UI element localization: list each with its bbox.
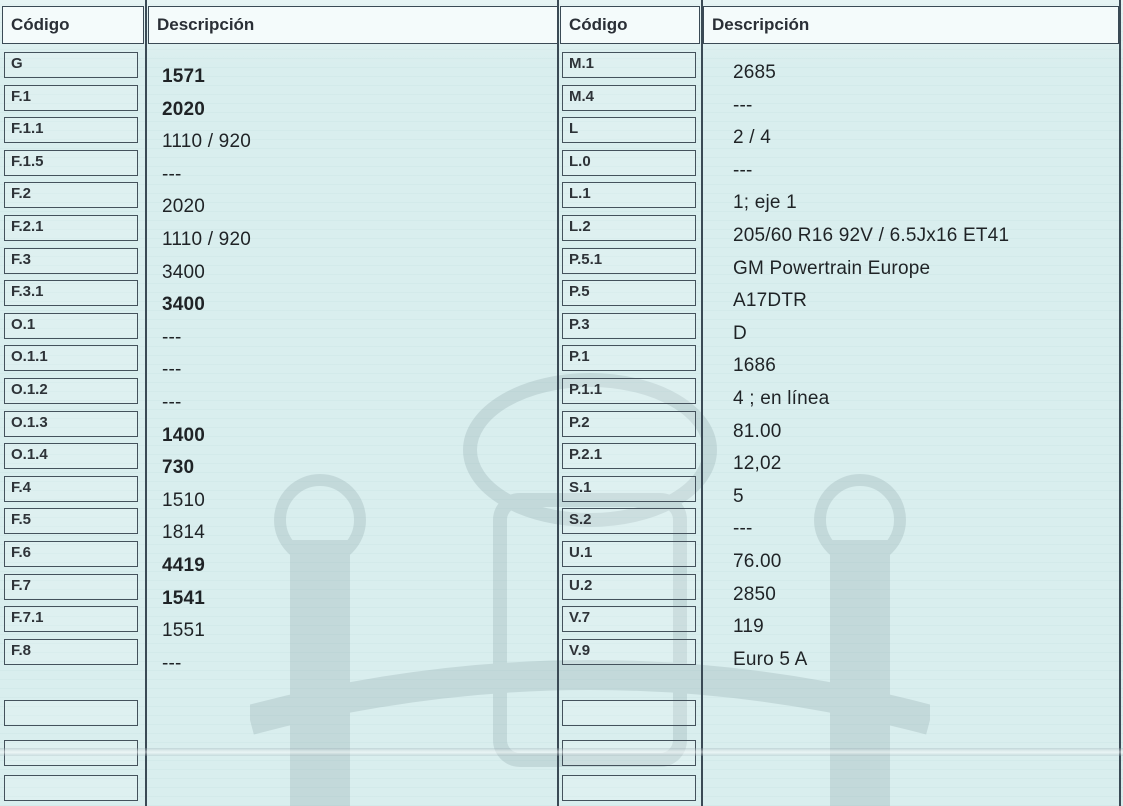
right-code-cell: P.2.1 [562,443,696,469]
left-code-cell: G [4,52,138,78]
left-code-cell: F.1.1 [4,117,138,143]
left-description-value: 2020 [162,196,206,218]
left-description-value: 2020 [162,98,206,120]
left-code-cell: F.1 [4,85,138,111]
left-description-value: 1400 [162,424,206,446]
right-description-value: 4 ; en línea [733,388,830,409]
right-description-value: 12,02 [733,453,782,475]
left-code-cell: F.5 [4,508,138,534]
left-description-value: 1571 [162,66,206,87]
column-divider [701,0,703,806]
right-code-cell: P.5 [562,280,696,306]
column-divider [145,0,147,806]
right-description-value: --- [733,518,753,540]
left-code-cell: F.1.5 [4,150,138,176]
left-code-cell: O.1.4 [4,443,138,469]
right-code-cell: P.1 [562,345,696,371]
left-description-value: 4419 [162,555,206,576]
left-description-value: 3400 [162,294,206,316]
left-description-value: --- [162,163,182,185]
left-code-cell: F.3 [4,248,138,274]
empty-code-cell [4,775,138,801]
left-code-cell: O.1.2 [4,378,138,404]
left-description-value: --- [162,359,182,381]
right-description-value: 2685 [733,62,777,83]
right-description-value: GM Powertrain Europe [733,257,931,279]
column-divider [1119,0,1121,806]
left-description-value: 3400 [162,261,206,283]
left-description-value: --- [162,392,182,413]
left-code-cell: O.1.3 [4,411,138,437]
right-description-value: 76.00 [733,551,782,572]
left-description-value: 1551 [162,620,206,642]
right-description-value: Euro 5 A [733,648,808,670]
paper-fold [0,748,1123,756]
right-description-value: 205/60 R16 92V / 6.5Jx16 ET41 [733,225,1010,246]
right-code-cell: P.1.1 [562,378,696,404]
header-code-right: Código [560,6,700,44]
right-description-value: 81.00 [733,420,782,442]
left-code-cell: F.6 [4,541,138,567]
left-code-cell: F.4 [4,476,138,502]
left-description-value: 1541 [162,587,206,609]
right-description-value: 5 [733,485,744,507]
column-divider [557,0,559,806]
right-code-cell: U.1 [562,541,696,567]
left-description-value: 1814 [162,522,206,544]
right-code-cell: U.2 [562,574,696,600]
right-code-cell: S.1 [562,476,696,502]
right-code-cell: P.3 [562,313,696,339]
right-description-value: --- [733,159,753,181]
right-description-value: D [733,322,747,344]
right-description-value: 119 [733,616,764,638]
left-description-value: 1510 [162,489,206,511]
right-code-cell: L [562,117,696,143]
left-code-cell: F.7.1 [4,606,138,632]
right-code-cell: L.1 [562,182,696,208]
right-code-cell: L.0 [562,150,696,176]
right-description-value: --- [733,94,753,116]
header-code-left: Código [2,6,144,44]
right-description-value: 1; eje 1 [733,192,797,214]
table-header [0,6,1123,46]
right-code-cell: M.1 [562,52,696,78]
left-code-cell: F.2.1 [4,215,138,241]
right-description-value: 1686 [733,355,777,377]
right-code-cell: V.7 [562,606,696,632]
left-description-value: 1110 / 920 [162,131,251,153]
right-code-cell: P.2 [562,411,696,437]
empty-code-cell [562,775,696,801]
right-code-cell: V.9 [562,639,696,665]
empty-code-cell [562,700,696,726]
right-code-cell: L.2 [562,215,696,241]
header-description-left: Descripción [148,6,558,44]
right-code-cell: S.2 [562,508,696,534]
left-description-value: 1110 / 920 [162,229,251,250]
right-description-value: 2850 [733,583,777,605]
left-code-cell: F.8 [4,639,138,665]
header-description-right: Descripción [703,6,1119,44]
left-description-value: --- [162,652,182,674]
left-description-value: --- [162,326,182,348]
left-description-value: 730 [162,457,195,479]
left-code-cell: O.1 [4,313,138,339]
right-code-cell: M.4 [562,85,696,111]
left-code-cell: O.1.1 [4,345,138,371]
empty-code-cell [4,700,138,726]
left-code-cell: F.3.1 [4,280,138,306]
right-code-cell: P.5.1 [562,248,696,274]
left-code-cell: F.7 [4,574,138,600]
left-code-cell: F.2 [4,182,138,208]
right-description-value: A17DTR [733,290,808,312]
right-description-value: 2 / 4 [733,127,771,149]
